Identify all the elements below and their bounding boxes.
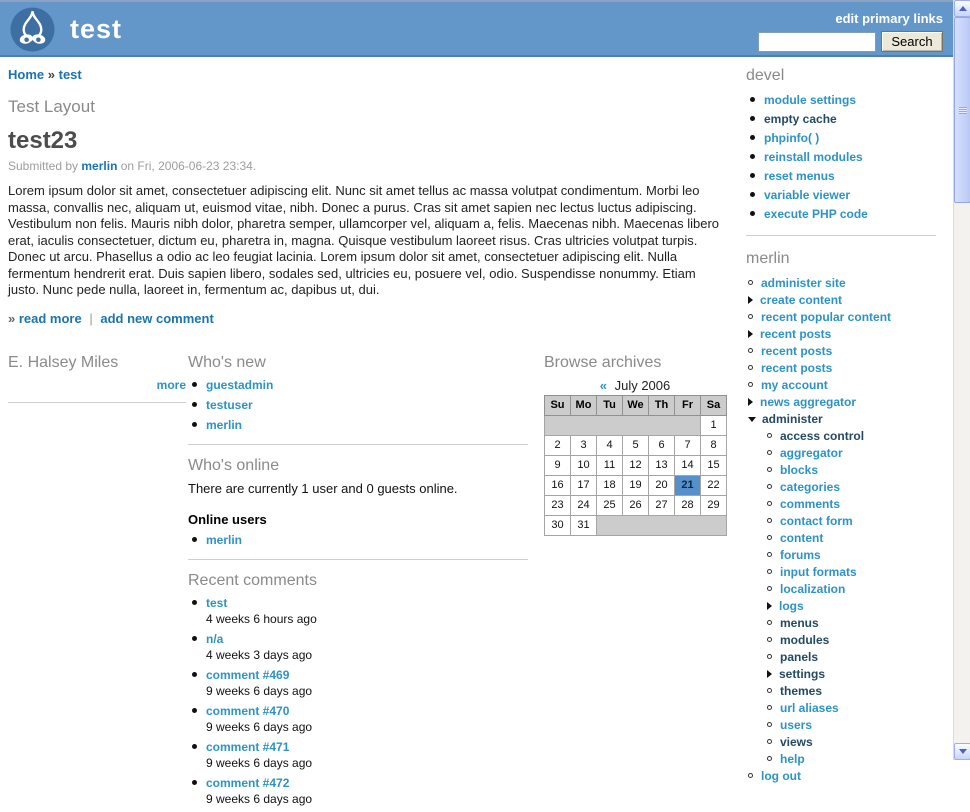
- devel-item: [750, 131, 942, 145]
- comment-age: 9 weeks 6 days ago: [206, 791, 313, 806]
- block-whos-online: [188, 457, 532, 547]
- whos-new-user-link[interactable]: guestadmin: [206, 377, 274, 392]
- calendar-day-cell[interactable]: 5: [623, 435, 649, 455]
- calendar-day-header: Th: [649, 395, 675, 415]
- circle-bullet-icon: [767, 467, 772, 472]
- calendar-day-cell[interactable]: 3: [571, 435, 597, 455]
- comment-age: 9 weeks 6 days ago: [206, 755, 313, 770]
- devel-item: [750, 150, 942, 164]
- nav-item: [765, 548, 942, 562]
- nav-link[interactable]: categories: [780, 480, 841, 494]
- nav-item: [765, 701, 942, 715]
- comment-item: [192, 668, 532, 698]
- author-link[interactable]: merlin: [81, 159, 118, 173]
- nav-item: [746, 344, 942, 358]
- devel-link[interactable]: execute PHP code: [764, 207, 868, 221]
- circle-bullet-icon: [748, 280, 753, 285]
- calendar-day-cell[interactable]: 24: [571, 495, 597, 515]
- nav-link[interactable]: comments: [780, 497, 841, 511]
- site-header: [0, 0, 953, 57]
- circle-bullet-icon: [767, 501, 772, 506]
- edit-primary-links-link[interactable]: edit primary links: [835, 11, 943, 26]
- bullet-icon: [192, 708, 197, 713]
- devel-link[interactable]: empty cache: [764, 112, 837, 126]
- devel-item: [750, 207, 942, 221]
- nav-item: [765, 463, 942, 477]
- node-title: test23: [8, 127, 78, 154]
- calendar-week-row: [545, 435, 727, 455]
- calendar-day-cell[interactable]: 19: [623, 475, 649, 495]
- comment-item: [192, 740, 532, 770]
- circle-bullet-icon: [767, 722, 772, 727]
- nav-item: [746, 412, 942, 766]
- calendar-day-cell[interactable]: 22: [701, 475, 727, 495]
- devel-block-title: devel: [746, 67, 785, 84]
- collapsed-arrow-icon: [748, 330, 753, 338]
- circle-bullet-icon: [767, 586, 772, 591]
- list-item: [192, 418, 532, 432]
- circle-bullet-icon: [748, 365, 753, 370]
- comment-link[interactable]: comment #471: [206, 739, 290, 754]
- calendar-day-cell[interactable]: 15: [701, 455, 727, 475]
- nav-link[interactable]: themes: [780, 684, 823, 698]
- list-item: [192, 533, 532, 547]
- whos-new-user-link[interactable]: merlin: [206, 417, 243, 432]
- nav-item: [765, 735, 942, 749]
- circle-bullet-icon: [767, 739, 772, 744]
- circle-bullet-icon: [748, 348, 753, 353]
- calendar-day-cell[interactable]: 1: [701, 415, 727, 435]
- nav-link[interactable]: logs: [779, 599, 804, 613]
- calendar-day-cell[interactable]: 2: [545, 435, 571, 455]
- nav-link[interactable]: settings: [779, 667, 826, 681]
- online-users-list: [192, 533, 532, 547]
- devel-link[interactable]: phpinfo( ): [764, 131, 820, 145]
- right-sidebar: [746, 57, 942, 812]
- bullet-icon: [750, 173, 755, 178]
- devel-list: [746, 93, 942, 221]
- nav-item: [765, 497, 942, 511]
- nav-link[interactable]: help: [780, 752, 805, 766]
- nav-item: [765, 429, 942, 443]
- nav-link[interactable]: input formats: [780, 565, 857, 579]
- circle-bullet-icon: [767, 433, 772, 438]
- comment-age: 9 weeks 6 days ago: [206, 683, 313, 698]
- circle-bullet-icon: [767, 569, 772, 574]
- bullet-icon: [192, 600, 197, 605]
- collapsed-arrow-icon: [748, 398, 753, 406]
- nav-link[interactable]: contact form: [780, 514, 853, 528]
- nav-link[interactable]: my account: [761, 378, 828, 392]
- calendar-day-cell[interactable]: 9: [545, 455, 571, 475]
- circle-bullet-icon: [767, 535, 772, 540]
- calendar-day-cell[interactable]: 18: [597, 475, 623, 495]
- submitted-prefix: Submitted by: [8, 159, 79, 173]
- nav-item: [746, 293, 942, 307]
- whos-online-status: There are currently 1 user and 0 guests online.: [188, 480, 458, 496]
- bullet-icon: [192, 402, 197, 407]
- nav-item: [765, 480, 942, 494]
- nav-item: [765, 752, 942, 766]
- calendar-day-cell[interactable]: 25: [597, 495, 623, 515]
- calendar-month-label: July 2006: [614, 377, 671, 393]
- nav-item: [746, 310, 942, 324]
- whos-new-list: [192, 378, 532, 432]
- scrollbar-grip-icon: [959, 107, 967, 114]
- divider: [188, 559, 528, 560]
- bullet-icon: [750, 135, 755, 140]
- calendar-day-cell[interactable]: 21: [675, 475, 701, 495]
- node-links: [8, 311, 732, 326]
- breadcrumb-separator: »: [47, 67, 55, 82]
- calendar-day-cell[interactable]: 14: [675, 455, 701, 475]
- comment-age: 9 weeks 6 days ago: [206, 719, 313, 734]
- nav-link[interactable]: aggregator: [780, 446, 843, 460]
- calendar-week-row: [545, 475, 727, 495]
- calendar-caption: [544, 378, 726, 393]
- bullet-icon: [750, 211, 755, 216]
- breadcrumb-home-link[interactable]: Home: [8, 67, 45, 82]
- circle-bullet-icon: [767, 620, 772, 625]
- bullet-icon: [192, 422, 197, 427]
- bullet-icon: [750, 154, 755, 159]
- circle-bullet-icon: [767, 637, 772, 642]
- circle-bullet-icon: [767, 654, 772, 659]
- nav-link[interactable]: localization: [780, 582, 846, 596]
- bullet-icon: [750, 116, 755, 121]
- read-more-link[interactable]: read more: [18, 310, 82, 326]
- nav-link[interactable]: users: [780, 718, 813, 732]
- calendar-prev-month-link[interactable]: «: [599, 377, 607, 393]
- calendar-day-header: Fr: [675, 395, 701, 415]
- online-user-link[interactable]: merlin: [206, 532, 243, 547]
- read-more-marker: »: [8, 310, 16, 326]
- calendar-day-cell[interactable]: 11: [597, 455, 623, 475]
- drupal-logo-icon[interactable]: [9, 6, 56, 53]
- nav-item: [746, 327, 942, 341]
- calendar-day-header: Su: [545, 395, 571, 415]
- nav-item: [765, 684, 942, 698]
- nav-item: [765, 616, 942, 630]
- whos-new-user-link[interactable]: testuser: [206, 397, 253, 412]
- nav-link[interactable]: administer site: [761, 276, 846, 290]
- calendar-day-header: Sa: [701, 395, 727, 415]
- comment-item: [192, 776, 532, 806]
- devel-link[interactable]: reset menus: [764, 169, 835, 183]
- calendar-day-header: Tu: [597, 395, 623, 415]
- scrollbar-thumb[interactable]: [954, 17, 970, 203]
- devel-link[interactable]: module settings: [764, 93, 857, 107]
- circle-bullet-icon: [767, 705, 772, 710]
- bullet-icon: [192, 382, 197, 387]
- calendar-empty-cell: [597, 515, 727, 535]
- calendar-day-cell[interactable]: 10: [571, 455, 597, 475]
- nav-link[interactable]: views: [780, 735, 813, 749]
- collapsed-arrow-icon: [767, 602, 772, 610]
- devel-link[interactable]: reinstall modules: [764, 150, 863, 164]
- comment-age: 4 weeks 3 days ago: [206, 647, 313, 662]
- search-button[interactable]: Search: [881, 31, 943, 52]
- calendar-day-header: Mo: [571, 395, 597, 415]
- nav-item: [765, 582, 942, 596]
- block-navigation: [746, 250, 942, 783]
- calendar-day-cell[interactable]: 20: [649, 475, 675, 495]
- nav-item: [765, 718, 942, 732]
- devel-item: [750, 169, 942, 183]
- node-body: Lorem ipsum dolor sit amet, consectetuer adipiscing elit. Nunc sit amet tellus ac massa volutpat condimentum. Morbi leo massa, convallis nec, aliquam ut, euismod vitae, nibh. Donec a purus. Cras sit amet sapien nec lectus luctus adipiscing. Vestibulum non felis. Mauris nibh dolor, pharetra semper, ullamcorper vel, aliquam a, felis. Maecenas nibh. Maecenas libero erat, iaculis consectetuer, dictum eu, pharetra in, magna. Quisque vestibulum laoreet risus. Cras ultricies volutpat turpis. Donec ut arcu. Phasellus a odio ac leo feugiat lacinia. Lorem ipsum dolor sit amet, consectetuer adipiscing elit. Nulla fermentum hendrerit erat. Duis sapien libero, sodales sed, ultricies eu, posuere vel, odio. Suspendisse nonummy. Etiam justo. Nunc pede nulla, laoreet in, fermentum ac, dapibus ut, dui.: [8, 183, 720, 297]
- calendar-day-cell[interactable]: 28: [675, 495, 701, 515]
- nav-link[interactable]: access control: [780, 429, 865, 443]
- collapsed-arrow-icon: [767, 670, 772, 678]
- circle-bullet-icon: [767, 450, 772, 455]
- circle-bullet-icon: [767, 756, 772, 761]
- nav-item: [746, 395, 942, 409]
- comment-link[interactable]: test: [206, 595, 228, 610]
- calendar-day-cell[interactable]: 7: [675, 435, 701, 455]
- nav-link[interactable]: log out: [761, 769, 801, 783]
- vertical-scrollbar[interactable]: [953, 0, 970, 760]
- bullet-icon: [192, 636, 197, 641]
- nav-link[interactable]: news aggregator: [760, 395, 857, 409]
- divider: [188, 444, 528, 445]
- calendar-day-cell[interactable]: 4: [597, 435, 623, 455]
- comment-link[interactable]: comment #469: [206, 667, 290, 682]
- calendar-day-header: We: [623, 395, 649, 415]
- calendar-day-cell[interactable]: 30: [545, 515, 571, 535]
- comment-link[interactable]: comment #472: [206, 775, 290, 790]
- breadcrumb: [8, 67, 732, 82]
- node-submitted: [8, 159, 732, 173]
- block-archives: [544, 352, 732, 812]
- nav-item: [765, 446, 942, 460]
- nav-item: [765, 565, 942, 579]
- circle-bullet-icon: [767, 484, 772, 489]
- nav-item: [746, 276, 942, 290]
- circle-bullet-icon: [748, 382, 753, 387]
- calendar-day-cell[interactable]: 27: [649, 495, 675, 515]
- nav-link[interactable]: recent posts: [761, 361, 833, 375]
- block-whos-new: [188, 354, 532, 432]
- list-item: [192, 378, 532, 392]
- recent-comments-title: Recent comments: [188, 571, 317, 589]
- nav-link[interactable]: create content: [760, 293, 843, 307]
- bullet-icon: [750, 192, 755, 197]
- comment-link[interactable]: n/a: [206, 631, 224, 646]
- nav-item: [746, 769, 942, 783]
- comment-item: [192, 704, 532, 734]
- list-item: [192, 398, 532, 412]
- expanded-arrow-icon: [748, 417, 756, 422]
- comment-item: [192, 632, 532, 662]
- nav-link[interactable]: url aliases: [780, 701, 839, 715]
- divider: [746, 235, 936, 236]
- circle-bullet-icon: [767, 552, 772, 557]
- nav-item: [765, 531, 942, 545]
- online-users-heading: Online users: [188, 511, 267, 527]
- calendar-week-row: [545, 415, 727, 435]
- down-arrow-icon: [959, 749, 967, 754]
- calendar-day-cell[interactable]: 12: [623, 455, 649, 475]
- archive-calendar: [544, 395, 727, 536]
- scroll-down-button[interactable]: [954, 743, 970, 760]
- page-title: Test Layout: [8, 97, 95, 116]
- nav-item: [765, 599, 942, 613]
- calendar-day-cell[interactable]: 31: [571, 515, 597, 535]
- navigation-menu: [746, 276, 942, 783]
- add-new-comment-link[interactable]: add new comment: [100, 310, 214, 326]
- calendar-empty-cell: [545, 415, 701, 435]
- block-bio: [8, 352, 188, 812]
- nav-link[interactable]: panels: [780, 650, 819, 664]
- submitted-date: on Fri, 2006-06-23 23:34.: [120, 159, 257, 173]
- calendar-day-cell[interactable]: 13: [649, 455, 675, 475]
- devel-item: [750, 93, 942, 107]
- up-arrow-icon: [959, 6, 967, 11]
- breadcrumb-current-link[interactable]: test: [58, 67, 82, 82]
- comment-item: [192, 596, 532, 626]
- circle-bullet-icon: [748, 314, 753, 319]
- nav-link[interactable]: recent posts: [760, 327, 832, 341]
- calendar-day-cell[interactable]: 17: [571, 475, 597, 495]
- bio-block-title: E. Halsey Miles: [8, 353, 119, 371]
- bullet-icon: [192, 537, 197, 542]
- calendar-week-row: [545, 495, 727, 515]
- nav-link[interactable]: content: [780, 531, 824, 545]
- bullet-icon: [192, 672, 197, 677]
- nav-item: [765, 650, 942, 664]
- archives-title: Browse archives: [544, 353, 662, 371]
- links-separator: |: [89, 310, 93, 326]
- block-devel: [746, 67, 942, 221]
- bio-more-link[interactable]: more: [156, 377, 186, 392]
- nav-link[interactable]: recent posts: [761, 344, 833, 358]
- divider: [8, 402, 186, 403]
- nav-link[interactable]: blocks: [780, 463, 819, 477]
- nav-link[interactable]: administer: [762, 412, 823, 426]
- devel-link[interactable]: variable viewer: [764, 188, 851, 202]
- recent-comments-list: [192, 596, 532, 806]
- calendar-day-cell[interactable]: 23: [545, 495, 571, 515]
- circle-bullet-icon: [748, 773, 753, 778]
- nav-item: [765, 633, 942, 647]
- search-input[interactable]: [758, 32, 876, 52]
- nav-link[interactable]: recent popular content: [761, 310, 892, 324]
- circle-bullet-icon: [767, 688, 772, 693]
- main-content: [0, 57, 732, 812]
- comment-link[interactable]: comment #470: [206, 703, 290, 718]
- nav-link[interactable]: modules: [780, 633, 830, 647]
- calendar-day-cell[interactable]: 26: [623, 495, 649, 515]
- nav-link[interactable]: menus: [780, 616, 819, 630]
- collapsed-arrow-icon: [748, 296, 753, 304]
- circle-bullet-icon: [767, 518, 772, 523]
- bullet-icon: [750, 97, 755, 102]
- devel-item: [750, 188, 942, 202]
- calendar-day-cell[interactable]: 6: [649, 435, 675, 455]
- nav-item: [746, 361, 942, 375]
- nav-link[interactable]: forums: [780, 548, 821, 562]
- calendar-day-cell[interactable]: 16: [545, 475, 571, 495]
- calendar-day-cell[interactable]: 29: [701, 495, 727, 515]
- devel-item: [750, 112, 942, 126]
- whos-new-title: Who's new: [188, 353, 266, 371]
- site-name[interactable]: test: [70, 14, 123, 44]
- block-recent-comments: [188, 572, 532, 806]
- calendar-day-cell[interactable]: 8: [701, 435, 727, 455]
- nav-block-title: merlin: [746, 250, 790, 267]
- comment-age: 4 weeks 6 hours ago: [206, 611, 317, 626]
- bullet-icon: [192, 744, 197, 749]
- calendar-week-row: [545, 455, 727, 475]
- middle-blocks-column: [188, 352, 544, 812]
- bullet-icon: [192, 780, 197, 785]
- nav-item: [765, 514, 942, 528]
- nav-item: [765, 667, 942, 681]
- calendar-week-row: [545, 515, 727, 535]
- scroll-up-button[interactable]: [954, 0, 970, 17]
- nav-item: [746, 378, 942, 392]
- whos-online-title: Who's online: [188, 456, 280, 474]
